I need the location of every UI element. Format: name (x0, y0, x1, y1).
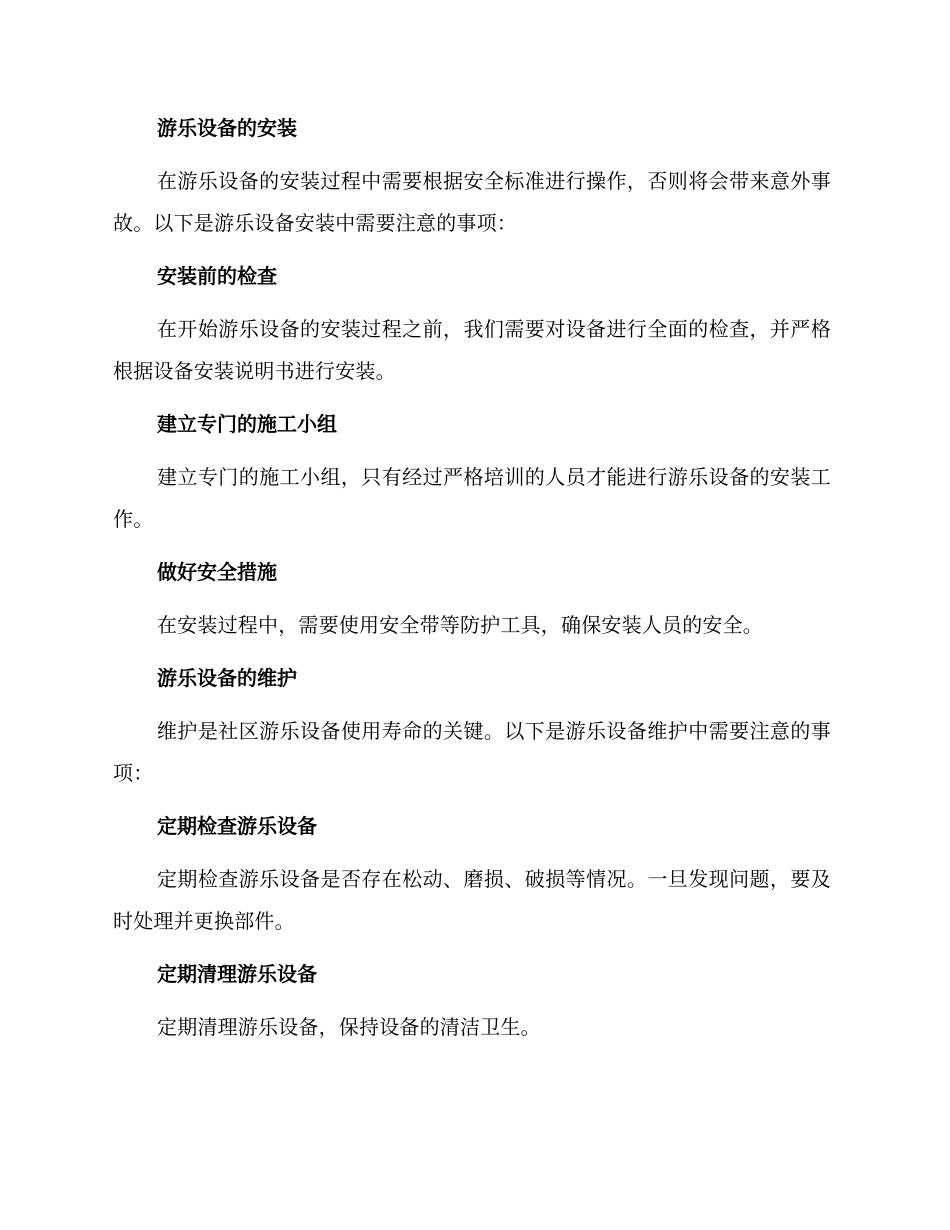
section-heading-installation: 游乐设备的安装 (157, 116, 297, 140)
section-paragraph-maintenance: 维护是社区游乐设备使用寿命的关键。以下是游乐设备维护中需要注意的事项： (113, 719, 831, 785)
section-heading-pre-install-check: 安装前的检查 (157, 264, 277, 288)
section-paragraph-construction-team: 建立专门的施工小组，只有经过严格培训的人员才能进行游乐设备的安装工作。 (113, 465, 831, 531)
section-paragraph-regular-cleaning: 定期清理游乐设备，保持设备的清洁卫生。 (157, 1015, 541, 1039)
section-heading-regular-inspection: 定期检查游乐设备 (157, 814, 317, 838)
section-heading-regular-cleaning: 定期清理游乐设备 (157, 962, 317, 986)
section-paragraph-installation: 在游乐设备的安装过程中需要根据安全标准进行操作，否则将会带来意外事故。以下是游乐设备安装中需要注意的事项： (113, 169, 831, 235)
section-paragraph-regular-inspection: 定期检查游乐设备是否存在松动、磨损、破损等情况。一旦发现问题，要及时处理并更换部件。 (113, 867, 831, 933)
section-heading-construction-team: 建立专门的施工小组 (157, 412, 337, 436)
section-heading-safety-measures: 做好安全措施 (157, 560, 277, 584)
document-body (113, 108, 831, 1048)
section-paragraph-safety-measures: 在安装过程中，需要使用安全带等防护工具，确保安装人员的安全。 (157, 613, 763, 637)
section-heading-maintenance: 游乐设备的维护 (157, 666, 297, 690)
section-paragraph-pre-install-check: 在开始游乐设备的安装过程之前，我们需要对设备进行全面的检查，并严格根据设备安装说明书进行安装。 (113, 317, 831, 383)
